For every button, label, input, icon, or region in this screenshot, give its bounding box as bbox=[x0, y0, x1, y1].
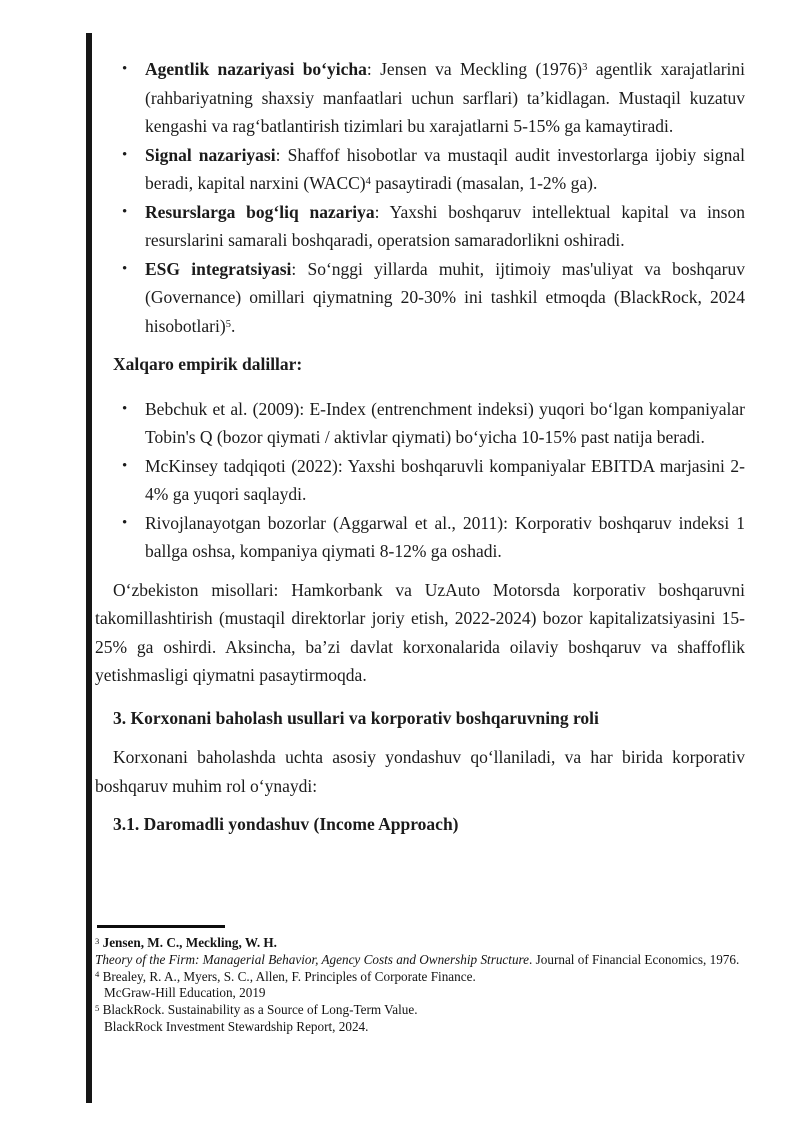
section31-heading: 3.1. Daromadli yondashuv (Income Approach) bbox=[113, 814, 459, 834]
footnote-4-reference: $^4$ Brealey, R. A., Myers, S. C., Allen, F. Principles of Corporate Finance. bbox=[95, 968, 476, 984]
footnote-4-publisher: McGraw-Hill Education, 2019 bbox=[104, 985, 266, 1001]
bullet-item-bebchuk: • Bebchuk et al. (2009): E-Index (entrenchment indeksi) yuqori boʻlgan kompaniyalar Tobin's Q (bozor qiymati / aktivlar qiymati) boʻyicha 10-15% past natija beradi. bbox=[95, 395, 745, 452]
section3-heading: 3. Korxonani baholash usullari va korporativ boshqaruvning roli bbox=[113, 707, 599, 728]
empirical-bullet-list bbox=[95, 395, 745, 566]
bullet-item-mckinsey: • McKinsey tadqiqoti (2022): Yaxshi boshqaruvli kompaniyalar EBITDA marjasini 2-4% ga yuqori saqlaydi. bbox=[95, 452, 745, 509]
footnotes-area bbox=[95, 925, 745, 1036]
bullet-item-resource-theory: • Resurslarga bogʻliq nazariya: Yaxshi boshqaruv intellektual kapital va inson resurslarini samarali boshqaradi, operatsion samaradorlikni oshiradi. bbox=[95, 198, 745, 255]
section3-intro-paragraph: Korxonani baholashda uchta asosiy yondashuv qoʻllaniladi, va har birida korporativ boshqaruv muhim rol oʻynaydi: bbox=[95, 747, 745, 796]
theory-bullet-list bbox=[95, 55, 745, 340]
bullet-item-emerging-markets: • Rivojlanayotgan bozorlar (Aggarwal et al., 2011): Korporativ boshqaruv indeksi 1 ballga oshsa, kompaniya qiymati 8-12% ga oshadi. bbox=[95, 509, 745, 566]
footnote-5-reference: $^5$ BlackRock. Sustainability as a Source of Long-Term Value. bbox=[95, 1002, 418, 1018]
page-content bbox=[95, 55, 745, 839]
footnote-separator-line bbox=[97, 925, 225, 928]
left-margin-line bbox=[86, 33, 92, 1103]
bullet-item-signal-theory: • Signal nazariyasi: Shaffof hisobotlar va mustaqil audit investorlarga ijobiy signal beradi, kapital narxini (WACC)$^4$ pasaytiradi (masalan, 1-2% ga). bbox=[95, 141, 745, 198]
bullet-item-esg-integration: • ESG integratsiyasi: Soʻnggi yillarda muhit, ijtimoiy mas'uliyat va boshqaruv (Governance) omillari qiymatning 20-30% ini tashkil etmoqda (BlackRock, 2024 hisobotlari)$^5$. bbox=[95, 255, 745, 341]
footnote-3-title: Theory of the Firm: Managerial Behavior, Agency Costs and Ownership Structure. Journal of Financial Economics, 1976. bbox=[95, 951, 740, 967]
footnote-5-report: BlackRock Investment Stewardship Report, 2024. bbox=[104, 1018, 369, 1034]
footnote-3-authors: $^3$ Jensen, M. C., Meckling, W. H. bbox=[95, 935, 277, 950]
empirical-evidence-heading: Xalqaro empirik dalillar: bbox=[113, 354, 303, 374]
bullet-item-agency-theory: • Agentlik nazariyasi boʻyicha: Jensen va Meckling $(1976)^3$ agentlik xarajatlarini (rahbariyatning shaxsiy manfaatlari uchun sarflari) ta’kidlagan. Mustaqil kuzatuv kengashi va ragʻbatlantirish tizimlari bu xarajatlarni 5-15% ga kamaytiradi. bbox=[95, 55, 745, 141]
uzbekistan-examples-paragraph: Oʻzbekiston misollari: Hamkorbank va UzAuto Motorsda korporativ boshqaruvni takomillashtirish (mustaqil direktorlar joriy etish, 2022-2024) bozor kapitalizatsiyasini 15-25% ga oshirdi. Aksincha, ba’zi davlat korxonalarida oilaviy boshqaruv va shaffoflik yetishmasligi qiymatni pasaytirmoqda. bbox=[95, 579, 745, 685]
